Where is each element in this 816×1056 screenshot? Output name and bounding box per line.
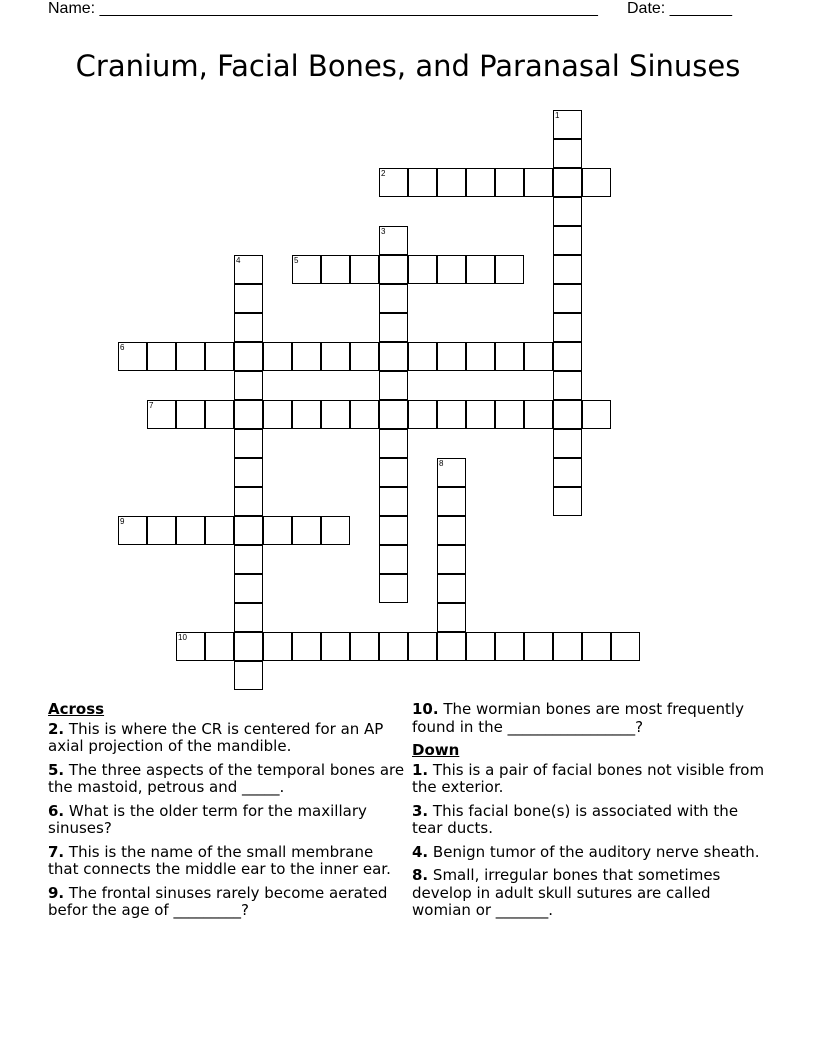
across-clue [48, 885, 408, 920]
grid-cell[interactable] [379, 458, 408, 487]
grid-cell[interactable] [611, 632, 640, 661]
across-clue [48, 803, 408, 838]
grid-cell[interactable] [524, 632, 553, 661]
grid-cell[interactable] [205, 516, 234, 545]
clue-number: 8. [412, 866, 429, 884]
grid-cell[interactable] [350, 342, 379, 371]
across-clue [48, 844, 408, 879]
grid-cell[interactable] [408, 632, 437, 661]
clue-number: 6. [48, 801, 65, 820]
grid-cell[interactable] [553, 313, 582, 342]
cell-number: 2 [381, 169, 386, 178]
grid-cell[interactable] [234, 574, 263, 603]
cell-number: 5 [294, 256, 299, 265]
grid-cell[interactable] [321, 255, 350, 284]
clue-number: 10. [412, 700, 439, 718]
cell-number: 10 [178, 633, 187, 642]
grid-cell[interactable] [292, 400, 321, 429]
grid-cell[interactable] [553, 632, 582, 661]
grid-cell[interactable] [234, 516, 263, 545]
grid-cell[interactable] [292, 255, 321, 284]
grid-cell[interactable] [379, 574, 408, 603]
down-heading: Down [412, 741, 460, 759]
grid-cell[interactable] [292, 632, 321, 661]
grid-cell[interactable] [234, 313, 263, 342]
clues-left-column [48, 701, 408, 926]
grid-cell[interactable] [147, 400, 176, 429]
grid-cell[interactable] [495, 255, 524, 284]
grid-cell[interactable] [263, 400, 292, 429]
grid-cell[interactable] [553, 139, 582, 168]
grid-cell[interactable] [437, 487, 466, 516]
grid-cell[interactable] [495, 168, 524, 197]
grid-cell[interactable] [437, 400, 466, 429]
grid-cell[interactable] [234, 342, 263, 371]
clue-text: The frontal sinuses rarely become aerated befor the age of _________? [48, 883, 388, 919]
grid-cell[interactable] [321, 400, 350, 429]
clue-number: 5. [48, 760, 65, 779]
grid-cell[interactable] [234, 545, 263, 574]
grid-cell[interactable] [553, 371, 582, 400]
clue-number: 1. [412, 760, 429, 779]
cell-number: 8 [439, 459, 444, 468]
grid-cell[interactable] [582, 632, 611, 661]
grid-cell[interactable] [205, 632, 234, 661]
grid-cell[interactable] [350, 255, 379, 284]
grid-cell[interactable] [408, 400, 437, 429]
grid-cell[interactable] [466, 255, 495, 284]
grid-cell[interactable] [263, 632, 292, 661]
grid-cell[interactable] [176, 516, 205, 545]
grid-cell[interactable] [292, 342, 321, 371]
grid-cell[interactable] [234, 661, 263, 690]
grid-cell[interactable] [176, 342, 205, 371]
clue-text: This is the name of the small membrane that connects the middle ear to the inner ear. [48, 842, 391, 878]
grid-cell[interactable] [321, 516, 350, 545]
grid-cell[interactable] [234, 603, 263, 632]
cell-number: 7 [149, 401, 154, 410]
grid-cell[interactable] [524, 400, 553, 429]
grid-cell[interactable] [234, 458, 263, 487]
clue-number: 2. [48, 719, 65, 738]
grid-cell[interactable] [379, 371, 408, 400]
grid-cell[interactable] [437, 603, 466, 632]
clue-text: The three aspects of the temporal bones are the mastoid, petrous and _____. [48, 760, 405, 796]
grid-cell[interactable] [234, 255, 263, 284]
grid-cell[interactable] [553, 255, 582, 284]
grid-cell[interactable] [292, 516, 321, 545]
grid-cell[interactable] [379, 313, 408, 342]
grid-cell[interactable] [466, 168, 495, 197]
date-field-label: Date: _______ [627, 0, 732, 17]
grid-cell[interactable] [147, 516, 176, 545]
grid-cell[interactable] [321, 342, 350, 371]
grid-cell[interactable] [379, 545, 408, 574]
grid-cell[interactable] [234, 487, 263, 516]
clue-text: What is the older term for the maxillary sinuses? [48, 801, 367, 837]
grid-cell[interactable] [437, 342, 466, 371]
clue-number: 4. [412, 842, 429, 861]
grid-cell[interactable] [437, 545, 466, 574]
clue-text: This facial bone(s) is associated with the tear ducts. [412, 801, 739, 837]
cell-number: 1 [555, 111, 560, 120]
grid-cell[interactable] [495, 400, 524, 429]
grid-cell[interactable] [205, 342, 234, 371]
clue-number: 9. [48, 883, 65, 902]
grid-cell[interactable] [379, 632, 408, 661]
cell-number: 6 [120, 343, 125, 352]
clue-number: 7. [48, 842, 65, 861]
cell-number: 4 [236, 256, 241, 265]
grid-cell[interactable] [176, 632, 205, 661]
grid-cell[interactable] [437, 255, 466, 284]
grid-cell[interactable] [466, 342, 495, 371]
down-clue [412, 762, 772, 797]
grid-cell[interactable] [379, 226, 408, 255]
clue-text: Benign tumor of the auditory nerve sheath. [432, 842, 760, 861]
grid-cell[interactable] [582, 400, 611, 429]
down-clue [412, 867, 772, 920]
grid-cell[interactable] [263, 516, 292, 545]
grid-cell[interactable] [553, 168, 582, 197]
grid-cell[interactable] [495, 632, 524, 661]
grid-cell[interactable] [553, 226, 582, 255]
grid-cell[interactable] [524, 168, 553, 197]
grid-cell[interactable] [437, 458, 466, 487]
grid-cell[interactable] [553, 197, 582, 226]
grid-cell[interactable] [582, 168, 611, 197]
name-field-label: Name: ________________________________________________________ [48, 0, 598, 17]
grid-cell[interactable] [118, 516, 147, 545]
grid-cell[interactable] [379, 168, 408, 197]
page-title: Cranium, Facial Bones, and Paranasal Sinuses [75, 49, 741, 83]
grid-cell[interactable] [408, 255, 437, 284]
grid-cell[interactable] [234, 632, 263, 661]
across-heading: Across [48, 700, 105, 718]
clues-right-column [412, 701, 772, 926]
across-clue [412, 701, 772, 736]
grid-cell[interactable] [350, 400, 379, 429]
grid-cell[interactable] [524, 342, 553, 371]
grid-cell[interactable] [553, 284, 582, 313]
grid-cell[interactable] [379, 400, 408, 429]
grid-cell[interactable] [437, 516, 466, 545]
clue-number: 3. [412, 801, 429, 820]
grid-cell[interactable] [553, 429, 582, 458]
grid-cell[interactable] [176, 400, 205, 429]
grid-cell[interactable] [205, 400, 234, 429]
grid-cell[interactable] [466, 400, 495, 429]
grid-cell[interactable] [263, 342, 292, 371]
grid-cell[interactable] [408, 342, 437, 371]
grid-cell[interactable] [234, 371, 263, 400]
clue-text: This is a pair of facial bones not visible from the exterior. [412, 760, 765, 796]
grid-cell[interactable] [350, 632, 379, 661]
grid-cell[interactable] [437, 574, 466, 603]
grid-cell[interactable] [437, 632, 466, 661]
grid-cell[interactable] [553, 110, 582, 139]
grid-cell[interactable] [553, 487, 582, 516]
grid-cell[interactable] [234, 284, 263, 313]
grid-cell[interactable] [118, 342, 147, 371]
down-clue [412, 844, 772, 862]
grid-cell[interactable] [408, 168, 437, 197]
clue-text: Small, irregular bones that sometimes develop in adult skull sutures are called womian or _______. [412, 866, 721, 919]
clue-text: The wormian bones are most frequently found in the _________________? [412, 700, 744, 736]
across-clue [48, 721, 408, 756]
down-clue [412, 803, 772, 838]
grid-cell[interactable] [379, 284, 408, 313]
grid-cell[interactable] [466, 632, 495, 661]
grid-cell[interactable] [379, 255, 408, 284]
grid-cell[interactable] [553, 400, 582, 429]
cell-number: 3 [381, 227, 386, 236]
cell-number: 9 [120, 517, 125, 526]
grid-cell[interactable] [234, 429, 263, 458]
across-clue [48, 762, 408, 797]
grid-cell[interactable] [147, 342, 176, 371]
grid-cell[interactable] [379, 429, 408, 458]
grid-cell[interactable] [553, 458, 582, 487]
grid-cell[interactable] [379, 342, 408, 371]
grid-cell[interactable] [379, 487, 408, 516]
grid-cell[interactable] [495, 342, 524, 371]
grid-cell[interactable] [437, 168, 466, 197]
grid-cell[interactable] [234, 400, 263, 429]
grid-cell[interactable] [321, 632, 350, 661]
clue-text: This is where the CR is centered for an AP axial projection of the mandible. [48, 719, 384, 755]
grid-cell[interactable] [553, 342, 582, 371]
grid-cell[interactable] [379, 516, 408, 545]
